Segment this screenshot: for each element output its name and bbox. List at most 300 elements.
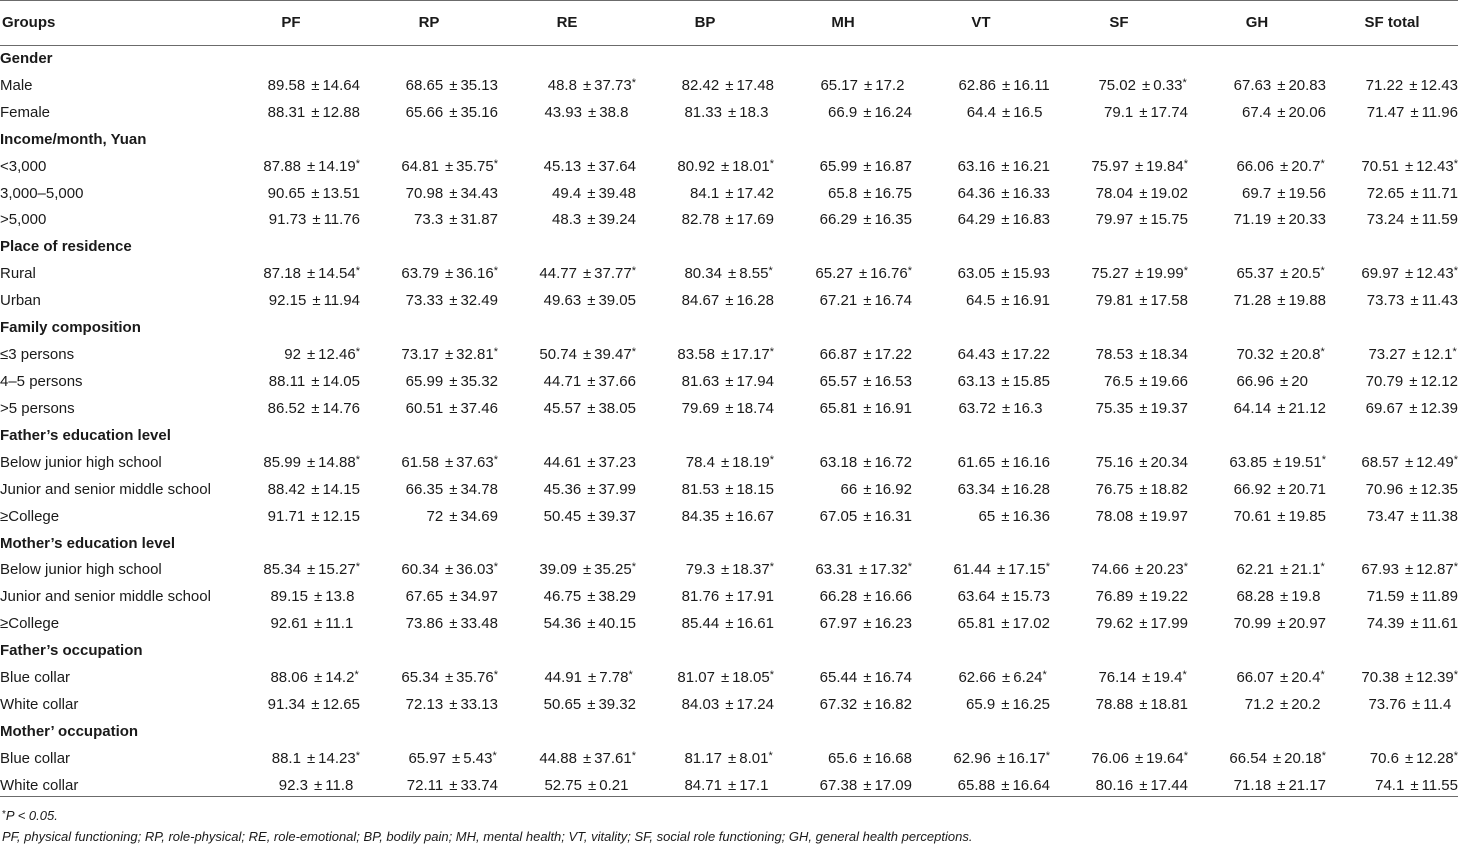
sd-number: 11.38 — [1421, 507, 1458, 525]
sd-number: 16.3 — [1013, 399, 1043, 417]
plus-minus-symbol: ± — [720, 669, 730, 687]
sd-value — [857, 158, 912, 175]
sd-number: 17.99 — [1150, 615, 1188, 633]
plus-minus-symbol: ± — [1134, 157, 1144, 175]
sd-value — [1133, 346, 1188, 363]
plus-minus-symbol: ± — [1410, 615, 1419, 633]
plus-minus-symbol: ± — [1139, 588, 1148, 606]
value-cell — [1050, 341, 1188, 368]
sd-value — [443, 104, 498, 121]
sd-value — [719, 77, 774, 94]
sd-number: 16.31 — [874, 507, 912, 525]
plus-minus-symbol: ± — [1409, 373, 1418, 391]
mean-value: 75.02 — [1098, 76, 1136, 94]
sd-number: 19.37 — [1150, 399, 1188, 417]
value-cell — [1188, 557, 1326, 584]
mean-value: 70.96 — [1365, 480, 1404, 498]
sd-value — [1403, 373, 1458, 390]
plus-minus-symbol: ± — [1002, 76, 1011, 94]
mean-value: 71.2 — [1244, 696, 1274, 714]
sd-value — [577, 265, 636, 282]
mean-sd-value — [636, 615, 774, 632]
row-label: White collar — [0, 776, 79, 794]
mean-value: 70.61 — [1233, 507, 1272, 525]
value-cell — [636, 557, 774, 584]
value-cell — [1188, 287, 1326, 314]
mean-sd-value — [912, 185, 1050, 202]
plus-minus-symbol: ± — [444, 669, 454, 687]
value-cell — [774, 368, 912, 395]
sd-value — [995, 588, 1050, 605]
row-label: Below junior high school — [0, 561, 162, 579]
value-cell — [498, 180, 636, 207]
mean-value: 64.29 — [957, 211, 996, 229]
sd-value — [995, 185, 1050, 202]
header-groups: Groups — [2, 14, 56, 31]
plus-minus-symbol: ± — [996, 749, 1006, 767]
mean-sd-value — [636, 373, 774, 390]
sd-number: 34.78 — [460, 480, 498, 498]
sd-number: 17.2 — [875, 76, 905, 94]
mean-sd-value — [912, 777, 1050, 794]
row-label: <3,000 — [0, 157, 47, 175]
plus-minus-symbol: ± — [725, 211, 734, 229]
sd-number: 37.66 — [598, 373, 636, 391]
mean-sd-value — [636, 454, 774, 471]
sd-number: 36.03 — [456, 561, 494, 579]
mean-value: 50.45 — [543, 507, 582, 525]
value-cell — [1050, 368, 1188, 395]
mean-value: 65 — [978, 507, 996, 525]
header-vt: VT — [971, 14, 991, 31]
sd-value — [1136, 669, 1187, 686]
significance-asterisk: * — [768, 265, 773, 278]
row-label: Male — [0, 76, 33, 94]
sd-value — [857, 346, 912, 363]
plus-minus-symbol: ± — [312, 292, 321, 310]
sd-value — [722, 265, 773, 282]
mean-value: 62.96 — [953, 749, 991, 767]
value-cell — [912, 449, 1050, 476]
sd-value — [306, 292, 360, 309]
plus-minus-symbol: ± — [449, 696, 458, 714]
sd-number: 31.87 — [460, 211, 498, 229]
plus-minus-symbol: ± — [587, 615, 596, 633]
plus-minus-symbol: ± — [863, 211, 872, 229]
sd-value — [301, 561, 360, 578]
value-cell — [1188, 691, 1326, 718]
sd-value — [446, 750, 497, 767]
plus-minus-symbol: ± — [587, 480, 596, 498]
value-cell — [222, 341, 360, 368]
mean-sd-value — [1050, 481, 1188, 498]
mean-sd-value — [912, 669, 1050, 686]
plus-minus-symbol: ± — [1139, 480, 1148, 498]
plus-minus-symbol: ± — [1001, 184, 1010, 202]
significance-asterisk: * — [1321, 749, 1326, 762]
sd-value — [1404, 777, 1458, 794]
mean-value: 88.06 — [270, 669, 308, 687]
plus-minus-symbol: ± — [1142, 76, 1151, 94]
sd-value — [1271, 77, 1326, 94]
value-cell — [636, 449, 774, 476]
significance-asterisk: * — [493, 453, 498, 466]
plus-minus-symbol: ± — [725, 184, 734, 202]
sd-value — [722, 777, 768, 794]
sd-number: 11.59 — [1421, 211, 1458, 229]
sd-number: 15.75 — [1150, 211, 1188, 229]
mean-value: 75.16 — [1095, 453, 1134, 471]
value-cell — [912, 503, 1050, 530]
significance-asterisk: * — [1045, 561, 1050, 574]
sd-value — [1271, 481, 1326, 498]
significance-asterisk: * — [1452, 346, 1457, 359]
value-cell — [1188, 260, 1326, 287]
sd-number: 38.05 — [598, 399, 636, 417]
sd-value — [443, 292, 498, 309]
sd-value — [439, 265, 498, 282]
value-cell — [1050, 260, 1188, 287]
mean-sd-value — [912, 750, 1050, 767]
header-bp: BP — [694, 14, 716, 31]
value-cell — [222, 772, 360, 799]
plus-minus-symbol: ± — [1001, 265, 1010, 283]
plus-minus-symbol: ± — [725, 373, 734, 391]
mean-value: 64.14 — [1233, 399, 1272, 417]
sd-value — [577, 77, 636, 94]
mean-value: 88.42 — [267, 480, 306, 498]
mean-value: 65.97 — [408, 749, 446, 767]
sd-value — [443, 373, 498, 390]
mean-value: 64.36 — [957, 184, 996, 202]
plus-minus-symbol: ± — [587, 292, 596, 310]
plus-minus-symbol: ± — [1410, 211, 1419, 229]
mean-value: 85.34 — [263, 561, 301, 579]
sd-number: 33.74 — [460, 776, 498, 794]
mean-sd-value — [1326, 669, 1458, 686]
sd-value — [996, 77, 1050, 94]
value-cell — [1326, 503, 1458, 530]
plus-minus-symbol: ± — [1139, 373, 1148, 391]
value-cell — [1326, 153, 1458, 180]
value-cell — [912, 341, 1050, 368]
sd-number: 14.54 — [318, 265, 356, 283]
mean-value: 68.28 — [1236, 588, 1274, 606]
sd-number: 17.15 — [1008, 561, 1046, 579]
mean-value: 52.75 — [544, 776, 582, 794]
sd-value — [1129, 750, 1188, 767]
sd-value — [1404, 615, 1458, 632]
sd-number: 14.88 — [318, 453, 356, 471]
sd-number: 16.36 — [1012, 507, 1050, 525]
value-cell — [912, 772, 1050, 799]
value-cell — [222, 368, 360, 395]
mean-sd-value — [1326, 292, 1458, 309]
value-cell — [1326, 260, 1458, 287]
plus-minus-symbol: ± — [1139, 399, 1148, 417]
value-cell — [912, 260, 1050, 287]
mean-value: 67.4 — [1242, 103, 1272, 121]
plus-minus-symbol: ± — [582, 76, 592, 94]
value-cell — [498, 476, 636, 503]
sd-value — [581, 508, 636, 525]
sd-value — [995, 346, 1050, 363]
sd-value — [719, 211, 774, 228]
mean-sd-value — [636, 481, 774, 498]
mean-sd-value — [360, 777, 498, 794]
sd-value — [577, 346, 636, 363]
mean-value: 63.64 — [957, 588, 996, 606]
mean-value: 66.07 — [1236, 669, 1274, 687]
plus-minus-symbol: ± — [306, 157, 316, 175]
table-row — [0, 610, 1458, 637]
significance-asterisk: * — [1183, 561, 1188, 574]
value-cell — [774, 99, 912, 126]
plus-minus-symbol: ± — [1410, 507, 1419, 525]
mean-value: 73.73 — [1366, 292, 1405, 310]
significance-asterisk: * — [1320, 669, 1325, 682]
mean-sd-value — [498, 292, 636, 309]
sd-value — [1399, 750, 1458, 767]
mean-sd-value — [1050, 292, 1188, 309]
value-cell — [774, 772, 912, 799]
plus-minus-symbol: ± — [1280, 373, 1289, 391]
sd-value — [857, 481, 912, 498]
value-cell — [1326, 287, 1458, 314]
sd-value — [857, 373, 912, 390]
mean-value: 73.76 — [1368, 696, 1406, 714]
mean-sd-value — [774, 77, 912, 94]
sd-number: 18.3 — [739, 103, 769, 121]
sd-number: 20.33 — [1288, 211, 1326, 229]
table-row — [0, 72, 1458, 99]
sd-value — [722, 750, 773, 767]
mean-value: 78.53 — [1095, 346, 1134, 364]
sd-value — [719, 696, 774, 713]
mean-value: 81.76 — [681, 588, 720, 606]
mean-value: 88.11 — [268, 373, 306, 391]
value-cell — [774, 341, 912, 368]
mean-value: 45.36 — [543, 480, 582, 498]
sd-number: 19.84 — [1146, 157, 1184, 175]
significance-asterisk: * — [1182, 669, 1187, 682]
sd-number: 35.13 — [460, 76, 498, 94]
mean-sd-value — [774, 777, 912, 794]
sd-number: 0.33 — [1153, 76, 1183, 94]
value-cell — [498, 664, 636, 691]
sd-number: 11.96 — [1421, 103, 1458, 121]
plus-minus-symbol: ± — [1139, 346, 1148, 364]
sd-number: 15.85 — [1012, 373, 1050, 391]
value-cell — [1326, 449, 1458, 476]
significance-asterisk: * — [768, 749, 773, 762]
sd-number: 12.28 — [1416, 749, 1454, 767]
mean-value: 84.35 — [681, 507, 720, 525]
sd-number: 17.48 — [736, 76, 774, 94]
plus-minus-symbol: ± — [306, 749, 316, 767]
mean-sd-value — [636, 292, 774, 309]
value-cell — [912, 368, 1050, 395]
header-sf: SF — [1109, 14, 1129, 31]
mean-sd-value — [636, 588, 774, 605]
value-cell — [636, 260, 774, 287]
sd-value — [995, 508, 1050, 525]
mean-value: 63.34 — [957, 480, 996, 498]
plus-minus-symbol: ± — [1280, 696, 1289, 714]
mean-sd-value — [636, 669, 774, 686]
sd-value — [995, 615, 1050, 632]
mean-sd-value — [636, 211, 774, 228]
mean-value: 70.79 — [1365, 373, 1404, 391]
mean-value: 65.6 — [828, 749, 858, 767]
table-row — [0, 449, 1458, 476]
value-cell — [774, 745, 912, 772]
sd-number: 18.82 — [1150, 480, 1188, 498]
mean-value: 66.29 — [819, 211, 858, 229]
sd-value — [1133, 508, 1188, 525]
significance-asterisk: * — [1453, 265, 1458, 278]
mean-value: 73.27 — [1368, 346, 1406, 364]
mean-sd-value — [774, 481, 912, 498]
mean-sd-value — [774, 561, 912, 578]
row-label: 4–5 persons — [0, 373, 83, 391]
plus-minus-symbol: ± — [1410, 588, 1419, 606]
value-cell — [636, 745, 774, 772]
plus-minus-symbol: ± — [1277, 184, 1286, 202]
sd-number: 17.44 — [1150, 776, 1188, 794]
mean-value: 44.77 — [539, 265, 577, 283]
sd-value — [991, 750, 1050, 767]
mean-value: 67.93 — [1361, 561, 1399, 579]
plus-minus-symbol: ± — [311, 76, 320, 94]
mean-sd-value — [636, 561, 774, 578]
sd-value — [857, 185, 912, 202]
mean-value: 70.99 — [1233, 615, 1272, 633]
mean-value: 78.4 — [685, 453, 715, 471]
mean-value: 79.69 — [681, 399, 720, 417]
plus-minus-symbol: ± — [444, 157, 454, 175]
sd-value — [1271, 508, 1326, 525]
mean-sd-value — [774, 185, 912, 202]
mean-sd-value — [912, 481, 1050, 498]
sd-value — [1404, 292, 1458, 309]
plus-minus-symbol: ± — [863, 453, 872, 471]
plus-minus-symbol: ± — [449, 480, 458, 498]
mean-value: 70.98 — [405, 184, 444, 202]
group-heading: Family composition — [0, 319, 141, 337]
plus-minus-symbol: ± — [1001, 588, 1010, 606]
value-cell — [912, 583, 1050, 610]
value-cell — [774, 72, 912, 99]
mean-sd-value — [360, 292, 498, 309]
mean-value: 81.33 — [684, 103, 722, 121]
value-cell — [1326, 610, 1458, 637]
sd-value — [443, 696, 498, 713]
sd-number: 19.8 — [1291, 588, 1321, 606]
significance-asterisk: * — [493, 157, 498, 170]
sd-value — [1399, 158, 1458, 175]
sd-number: 11.89 — [1421, 588, 1458, 606]
plus-minus-symbol: ± — [314, 615, 323, 633]
table-row — [0, 476, 1458, 503]
sd-value — [857, 615, 912, 632]
mean-value: 89.15 — [270, 588, 308, 606]
mean-sd-value — [774, 454, 912, 471]
mean-value: 65.99 — [405, 373, 444, 391]
sd-number: 20.34 — [1150, 453, 1188, 471]
significance-asterisk: * — [355, 157, 360, 170]
plus-minus-symbol: ± — [582, 561, 592, 579]
mean-sd-value — [774, 615, 912, 632]
mean-sd-value — [912, 696, 1050, 713]
mean-value: 48.3 — [552, 211, 582, 229]
mean-value: 87.18 — [263, 265, 301, 283]
value-cell — [360, 691, 498, 718]
plus-minus-symbol: ± — [863, 103, 872, 121]
mean-sd-value — [360, 158, 498, 175]
significance-asterisk: * — [354, 669, 359, 682]
plus-minus-symbol: ± — [863, 776, 872, 794]
mean-sd-value — [912, 373, 1050, 390]
sd-number: 20.7 — [1291, 157, 1321, 175]
mean-value: 71.19 — [1233, 211, 1272, 229]
value-cell — [360, 207, 498, 234]
value-cell — [636, 610, 774, 637]
sd-value — [715, 561, 774, 578]
mean-sd-value — [774, 669, 912, 686]
sd-value — [995, 292, 1050, 309]
value-cell — [1188, 664, 1326, 691]
sd-number: 35.75 — [456, 157, 494, 175]
sd-value — [857, 211, 912, 228]
mean-sd-value — [498, 454, 636, 471]
sd-number: 18.34 — [1150, 346, 1188, 364]
mean-sd-value — [774, 508, 912, 525]
plus-minus-symbol: ± — [311, 399, 320, 417]
sd-value — [443, 400, 498, 417]
mean-value: 66.06 — [1236, 157, 1274, 175]
value-cell — [1326, 395, 1458, 422]
mean-sd-value — [1050, 454, 1188, 471]
sd-number: 17.22 — [1012, 346, 1050, 364]
row-label: Urban — [0, 292, 41, 310]
value-cell — [222, 583, 360, 610]
mean-sd-value — [360, 454, 498, 471]
significance-asterisk: * — [1183, 749, 1188, 762]
value-cell — [912, 745, 1050, 772]
sd-number: 20.97 — [1288, 615, 1326, 633]
plus-minus-symbol: ± — [1002, 103, 1011, 121]
sd-number: 12.15 — [322, 507, 360, 525]
plus-minus-symbol: ± — [1139, 453, 1148, 471]
mean-value: 67.21 — [819, 292, 858, 310]
group-heading-row — [0, 314, 1458, 341]
header-rp: RP — [418, 14, 440, 31]
mean-sd-value — [1188, 211, 1326, 228]
mean-value: 92.3 — [278, 776, 308, 794]
sd-number: 11.61 — [1421, 615, 1458, 633]
value-cell — [360, 557, 498, 584]
mean-value: 67.38 — [819, 776, 858, 794]
sd-number: 11.94 — [323, 292, 360, 310]
mean-sd-value — [222, 104, 360, 121]
plus-minus-symbol: ± — [587, 399, 596, 417]
sd-value — [715, 346, 774, 363]
plus-minus-symbol: ± — [588, 776, 597, 794]
value-cell — [360, 664, 498, 691]
mean-value: 64.43 — [957, 346, 996, 364]
plus-minus-symbol: ± — [1410, 292, 1419, 310]
